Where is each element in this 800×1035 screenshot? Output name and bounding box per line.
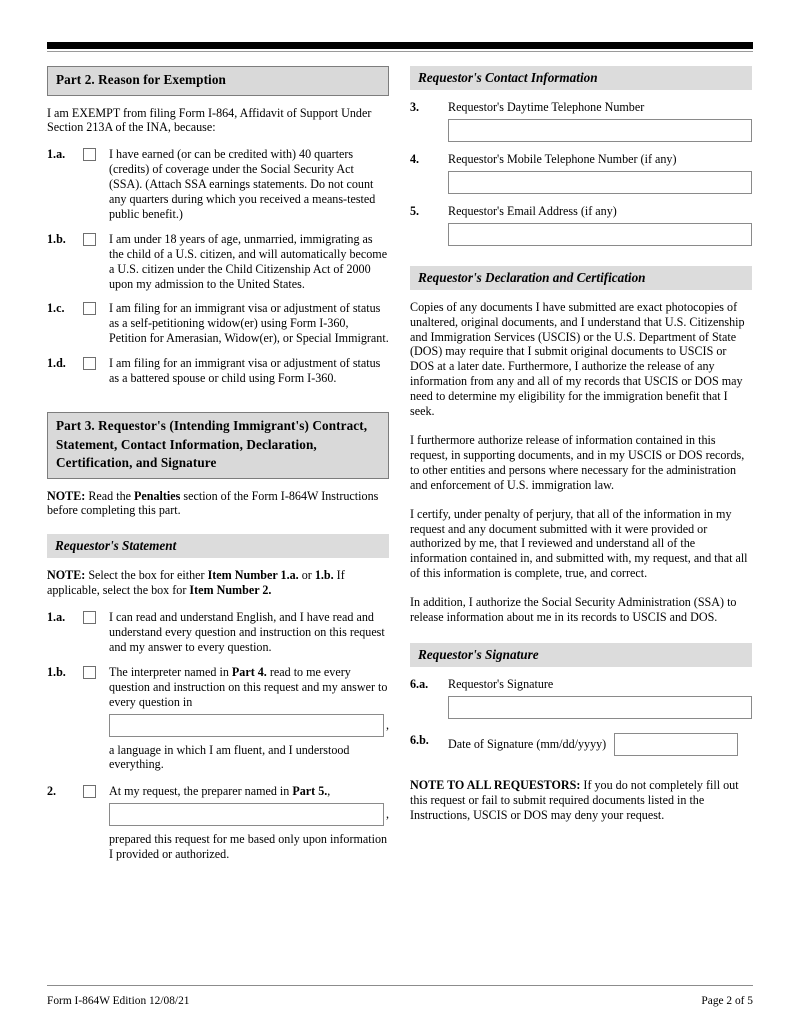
part-2-header: Part 2. Reason for Exemption <box>47 66 389 96</box>
right-column <box>410 66 752 823</box>
field-body <box>448 152 752 194</box>
preparer-field-wrap <box>109 799 389 826</box>
field-label: Requestor's Mobile Telephone Number (if any) <box>448 151 677 166</box>
checkbox-exemption-1c[interactable] <box>83 302 96 315</box>
footer-page-number: Page 2 of 5 <box>701 995 753 1007</box>
field-body <box>448 100 752 142</box>
bold-part-5: Part 5. <box>292 784 328 799</box>
item-text-part-2: read to me every question and instruction on this request and my answer to every question in <box>109 664 388 709</box>
checkbox-statement-1b[interactable] <box>83 666 96 679</box>
item-number-label: 2. <box>47 784 57 799</box>
note-bold-item-1b: 1.b. <box>314 568 334 583</box>
item-text <box>109 665 389 710</box>
exemption-item-1a[interactable] <box>47 147 389 222</box>
checkbox-statement-1a[interactable] <box>83 611 96 624</box>
item-text: I am filing for an immigrant visa or adjustment of status as a self-petitioning widow(er) using Form I-360, Petition for Amerasian, Widow(er), or Special Immigrant. <box>109 301 389 346</box>
top-rule-thin <box>47 51 753 52</box>
item-text: I have earned (or can be credited with) 40 quarters (credits) of coverage under the Social Security Act (SSA). (Attach SSA earnings statements. Do not count any quarters during which you received a means-tested public benefit.) <box>109 147 376 221</box>
exemption-item-1d[interactable] <box>47 356 389 386</box>
item-text: I am under 18 years of age, unmarried, immigrating as the child of a U.S. citizen, and will automatically become a U.S. citizen under the Child Citizenship Act of 2000 upon my admission to the United States. <box>109 231 388 291</box>
language-field-wrap <box>109 710 389 737</box>
checkbox-statement-2[interactable] <box>83 785 96 798</box>
note-label: NOTE: <box>47 568 86 583</box>
field-number-label: 3. <box>410 100 420 114</box>
email-address-input[interactable] <box>448 223 752 246</box>
field-requestor-signature <box>410 677 752 719</box>
field-label: Requestor's Daytime Telephone Number <box>448 100 645 114</box>
exemption-item-1c[interactable] <box>47 301 389 346</box>
field-number-label: 5. <box>410 203 420 218</box>
part-2-intro: I am EXEMPT from filing Form I-864, Affidavit of Support Under Section 213A of the INA, because: <box>47 105 372 135</box>
declaration-paragraph-2: I furthermore authorize release of information contained in this request, in supporting documents, and in my USCIS or DOS records, to other entities and persons where necessary for the administration and enforcement of U.S. immigration law. <box>410 432 745 492</box>
item-text-part-1: The interpreter named in <box>109 664 232 679</box>
note-to-all-requestors-label: NOTE TO ALL REQUESTORS: <box>410 777 581 792</box>
item-text: I can read and understand English, and I have read and understand every question and instruction on this request and my answer to every question. <box>109 610 385 654</box>
note-to-all-requestors-text: If you do not completely fill out this request or fail to submit required documents listed in the Instructions, USCIS or DOS may deny your request. <box>410 777 739 822</box>
note-to-all-requestors <box>410 778 752 823</box>
declaration-paragraph-3: I certify, under penalty of perjury, that all of the information in my request and any document submitted with it were provided or authorized by me, that I reviewed and understand all of the information contained in, and submitted with, my request, and that all of this information is complete, true, and correct. <box>410 506 748 581</box>
item-text-part-2: , <box>327 784 331 799</box>
note-bold-penalties: Penalties <box>134 488 181 503</box>
declaration-paragraph-1: Copies of any documents I have submitted are exact photocopies of unaltered, original documents, and I understand that U.S. Citizenship and Immigration Services (USCIS) or the U.S. Department of State (DOS) may require that I submit original documents to USCIS or DOS at a later date. Furthermore, I authorize the release of any information from any and all of my records that USCIS or DOS may need to determine my eligibility for the immigration benefit that I seek. <box>410 299 745 419</box>
field-label: Requestor's Signature <box>448 676 554 691</box>
footer-form-edition: Form I-864W Edition 12/08/21 <box>47 995 190 1007</box>
statement-1b-language-block <box>109 710 389 773</box>
field-body <box>448 204 752 246</box>
field-number-label: 6.b. <box>410 732 429 747</box>
field-number-label: 4. <box>410 151 420 166</box>
note-part-2: or <box>298 568 315 583</box>
preparer-name-input[interactable] <box>109 803 384 826</box>
top-rule-thick <box>47 42 753 49</box>
note-part-3: If applicable, select the box for <box>47 568 345 598</box>
item-text <box>109 784 389 799</box>
note-bold-item-1a: Item Number 1.a. <box>207 568 299 583</box>
footer-rule <box>47 985 753 986</box>
preparer-field-comma: , <box>385 807 389 822</box>
field-body <box>448 733 752 756</box>
statement-2-trailing-text: prepared this request for me based only upon information I provided or authorized. <box>109 832 388 862</box>
exemption-item-1b[interactable] <box>47 232 389 292</box>
field-number-label: 6.a. <box>410 676 429 691</box>
item-number-label: 1.d. <box>47 356 66 371</box>
field-date-of-signature <box>410 733 752 756</box>
requestor-signature-input[interactable] <box>448 696 752 719</box>
mobile-telephone-input[interactable] <box>448 171 752 194</box>
page-top-rule <box>47 42 753 52</box>
note-text-2: section of the Form I-864W Instructions before completing this part. <box>47 488 379 518</box>
item-number-label: 1.b. <box>47 664 66 679</box>
requestors-declaration-header: Requestor's Declaration and Certification <box>410 266 752 290</box>
part-3-note <box>47 489 389 519</box>
statement-item-2[interactable] <box>47 784 389 799</box>
language-field-comma: , <box>385 717 389 732</box>
requestors-signature-header: Requestor's Signature <box>410 643 752 667</box>
statement-2-preparer-block <box>109 799 389 862</box>
statement-item-1a[interactable] <box>47 610 389 655</box>
bold-part-4: Part 4. <box>231 664 267 679</box>
note-label: NOTE: <box>47 488 86 503</box>
item-number-label: 1.a. <box>47 147 66 162</box>
requestors-statement-header: Requestor's Statement <box>47 534 389 558</box>
field-label: Requestor's Email Address (if any) <box>448 203 617 218</box>
item-text-part-1: At my request, the preparer named in <box>109 784 293 799</box>
note-text-1: Read the <box>85 488 135 503</box>
left-column <box>47 66 389 862</box>
item-number-label: 1.c. <box>47 301 65 316</box>
item-number-label: 1.b. <box>47 231 66 246</box>
page-footer <box>47 994 753 1008</box>
field-body <box>448 677 752 719</box>
note-part-1: Select the box for either <box>85 568 208 583</box>
note-bold-item-2: Item Number 2. <box>189 583 272 598</box>
field-mobile-telephone <box>410 152 752 194</box>
field-label: Date of Signature (mm/dd/yyyy) <box>448 736 607 751</box>
checkbox-exemption-1d[interactable] <box>83 357 96 370</box>
checkbox-exemption-1b[interactable] <box>83 233 96 246</box>
checkbox-exemption-1a[interactable] <box>83 148 96 161</box>
field-email-address <box>410 204 752 246</box>
requestors-contact-information-header: Requestor's Contact Information <box>410 66 752 90</box>
daytime-telephone-input[interactable] <box>448 119 752 142</box>
statement-note <box>47 568 389 598</box>
part-3-header: Part 3. Requestor's (Intending Immigrant's) Contract, Statement, Contact Information, Declaration, Certification, and Signature <box>47 412 389 479</box>
declaration-paragraph-4: In addition, I authorize the Social Security Administration (SSA) to release information about me in its records to USCIS and DOS. <box>410 595 737 625</box>
statement-1b-trailing-text: a language in which I am fluent, and I understood everything. <box>109 742 350 772</box>
item-number-label: 1.a. <box>47 610 66 625</box>
statement-item-1b[interactable] <box>47 665 389 710</box>
field-daytime-telephone <box>410 100 752 142</box>
interpreter-language-input[interactable] <box>109 714 384 737</box>
date-of-signature-input[interactable] <box>614 733 738 756</box>
item-text: I am filing for an immigrant visa or adjustment of status as a battered spouse or child using Form I-360. <box>109 356 381 386</box>
